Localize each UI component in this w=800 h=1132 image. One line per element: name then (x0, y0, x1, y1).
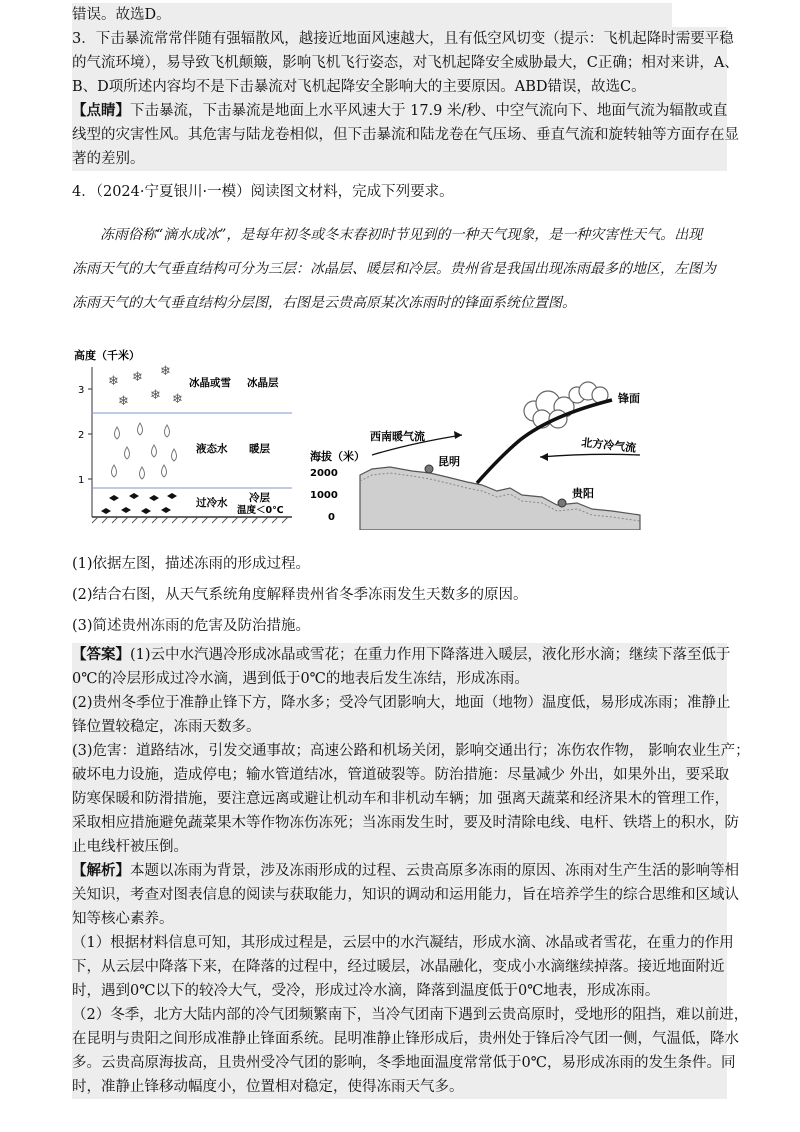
diamond-icon (101, 508, 111, 514)
snowflake-icon: ❄ (132, 370, 143, 385)
analysis-line: 关知识，考查对图表信息的阅读与获取能力，知识的调动和运用能力，旨在培养学生的综合思维和区域认 (72, 883, 727, 907)
analysis-line: 时，准静止锋移动幅度小，位置相对稳定，使得冻雨天气多。 (72, 1075, 727, 1099)
text-line: 3．下击暴流常常伴随有强辐散风，越接近地面风速越大，且有低空风切变（提示：飞机起降时需要平稳 (72, 27, 727, 51)
city-marker-icon (558, 499, 566, 507)
y-axis-title: 高度（千米） (74, 349, 140, 362)
layer-note: 温度＜0℃ (237, 505, 284, 516)
y-axis-title: 海拔（米） (310, 450, 365, 463)
warm-flow-label: 西南暖气流 (370, 430, 425, 443)
right-figure (310, 382, 640, 530)
analysis-line: 【解析】本题以冻雨为背景，涉及冻雨形成的过程、云贵高原多冻雨的原因、冻雨对生产生活的影响等相 (72, 859, 727, 883)
answer-line: (2)贵州冬季位于准静止锋下方，降水多；受冷气团影响大，地面（地物）温度低，易形成冻雨；准静止 (72, 691, 727, 715)
supercooled-drop-icons (101, 493, 177, 514)
answer-line: 0℃的冷层形成过冷水滴，遇到低于0℃的地表后发生冻结，形成冻雨。 (72, 667, 727, 691)
diamond-icon (129, 493, 139, 499)
droplet-icon (112, 465, 117, 477)
point-label: 【点睛】 (72, 102, 130, 119)
answer-line: 采取相应措施避免蔬菜果木等作物冻伤冻死；当冻雨发生时，要及时清除电线、电杆、铁塔上的积水，防 (72, 811, 727, 835)
analysis-line: 时，遇到0℃以下的较冷大气，受冷，形成过冷水滴，降落到温度低于0℃地表，形成冻雨。 (72, 979, 727, 1003)
y-tick-label: 0 (328, 512, 335, 523)
y-tick-label: 3 (78, 385, 85, 396)
city-marker-icon (425, 465, 433, 473)
layer-name-label: 暖层 (249, 443, 270, 455)
figure-svg (72, 345, 652, 530)
droplet-icon (152, 445, 157, 457)
analysis-line: 下，从云层中降落下来，在降落的过程中，经过暖层，冰晶融化，变成小水滴继续掉落。接近地面附近 (72, 955, 727, 979)
analysis-line: （1）根据材料信息可知，其形成过程是，云层中的水汽凝结，形成水滴、冰晶或者雪花，在重力的作用 (72, 931, 727, 955)
droplet-icon (138, 423, 143, 435)
droplet-icons (112, 423, 177, 479)
text-line: 著的差别。 (72, 147, 727, 171)
question-item: (1)依据左图，描述冻雨的形成过程。 (72, 556, 311, 572)
y-tick-label: 2000 (310, 468, 338, 479)
droplet-icon (125, 447, 130, 459)
material-line: 冻雨俗称“滴水成冰”，是每年初冬或冬末春初时节见到的一种天气现象，是一种灾害性天气。出现 (100, 227, 703, 243)
answer-line: (3)危害：道路结冰，引发交通事故；高速公路和机场关闭，影响交通出行；冻伤农作物， 影响农业生产； (72, 739, 727, 763)
diamond-icon (149, 495, 159, 501)
answer-line: 止电线杆被压倒。 (72, 835, 727, 859)
material-line: 冻雨天气的大气垂直结构分层图，右图是云贵高原某次冻雨时的锋面系统位置图。 (72, 295, 576, 311)
point-line: 【点睛】下击暴流，下击暴流是地面上水平风速大于 17.9 米/秒、中空气流向下、地面气流为辐散或直 (72, 99, 727, 123)
snowflake-icon: ❄ (160, 364, 171, 379)
layer-content-label: 过冷水 (196, 497, 228, 509)
droplet-icon (162, 465, 167, 477)
analysis-line: 多。云贵高原海拔高，且贵州受冷气团的影响，冬季地面温度常常低于0℃，易形成冻雨的发生条件。同 (72, 1051, 727, 1075)
arrow-head-icon (540, 453, 548, 461)
question-heading: 4．（2024·宁夏银川·一模）阅读图文材料，完成下列要求。 (72, 184, 454, 200)
layer-content-label: 液态水 (196, 443, 228, 455)
y-tick-label: 1 (78, 475, 85, 486)
snowflake-icon: ❄ (108, 374, 119, 389)
snowflake-icons (108, 364, 183, 409)
analysis-line: 在昆明与贵阳之间形成准静止锋面系统。昆明准静止锋形成后，贵州处于锋后冷气团一侧，气温低，降水 (72, 1027, 727, 1051)
analysis-line: （2）冬季，北方大陆内部的冷气团频繁南下，当冷气团南下遇到云贵高原时，受地形的阻挡，难以前进， (72, 1003, 727, 1027)
terrain-profile (360, 467, 640, 530)
layer-name-label: 冷层 (249, 492, 270, 504)
snowflake-icon: ❄ (172, 392, 183, 407)
city-label: 昆明 (438, 455, 460, 468)
diamond-icon (167, 493, 177, 499)
analysis-line: 知等核心素养。 (72, 907, 727, 931)
droplet-icon (172, 449, 177, 461)
droplet-icon (115, 427, 120, 439)
answer-line: 防寒保暖和防滑措施，要注意远离或避让机动车和非机动车辆；加 强离天蔬菜和经济果木的管理工作， (72, 787, 727, 811)
diamond-icon (141, 508, 151, 514)
left-figure (74, 348, 292, 523)
text-line: 线型的灾害性风。其危害与陆龙卷相似，但下击暴流和陆龙卷在气压场、垂直气流和旋转轴等方面存在显 (72, 123, 727, 147)
answer-line: 锋位置较稳定，冻雨天数多。 (72, 715, 727, 739)
front-label: 锋面 (618, 392, 640, 405)
snowflake-icon: ❄ (118, 394, 129, 409)
layer-name-label: 冰晶层 (247, 377, 279, 389)
droplet-icon (165, 425, 170, 437)
ground-hatch (92, 517, 288, 523)
arrow-head-icon (454, 431, 462, 439)
diamond-icon (161, 507, 171, 513)
y-tick-label: 2 (78, 430, 85, 441)
y-tick-label: 1000 (310, 490, 338, 501)
analysis-label: 【解析】 (72, 862, 130, 879)
question-item: (2)结合右图，从天气系统角度解释贵州省冬季冻雨发生天数多的原因。 (72, 587, 528, 603)
city-label: 贵阳 (572, 487, 594, 500)
cold-flow-label: 北方冷气流 (580, 436, 637, 455)
layer-content-label: 冰晶或雪 (189, 377, 231, 389)
answer-line: 破坏电力设施，造成停电；输水管道结冰，管道破裂等。防治措施：尽量减少 外出，如果外出，要采取 (72, 763, 727, 787)
answer-label: 【答案】 (72, 646, 130, 663)
cold-flow-arrow (540, 454, 640, 457)
question-item: (3)简述贵州冻雨的危害及防治措施。 (72, 618, 311, 634)
droplet-icon (140, 467, 145, 479)
diamond-icon (109, 495, 119, 501)
text-line: 错误。故选D。 (72, 3, 672, 27)
answer-line: 【答案】(1)云中水汽遇冷形成冰晶或雪花；在重力作用下降落进入暖层，液化形水滴；继续下落至低于 (72, 643, 727, 667)
text-line: B、D项所述内容均不是下击暴流对飞机起降安全影响大的主要原因。ABD错误，故选C。 (72, 75, 727, 99)
figure-area (72, 345, 652, 530)
text-line: 的气流环境），易导致飞机颠簸，影响飞机飞行姿态，对飞机起降安全威胁最大，C正确；相对来讲，A、 (72, 51, 727, 75)
snowflake-icon: ❄ (150, 388, 161, 403)
diamond-icon (121, 507, 131, 513)
material-line: 冻雨天气的大气垂直结构可分为三层：冰晶层、暖层和冷层。贵州省是我国出现冻雨最多的地区，左图为 (72, 261, 716, 277)
